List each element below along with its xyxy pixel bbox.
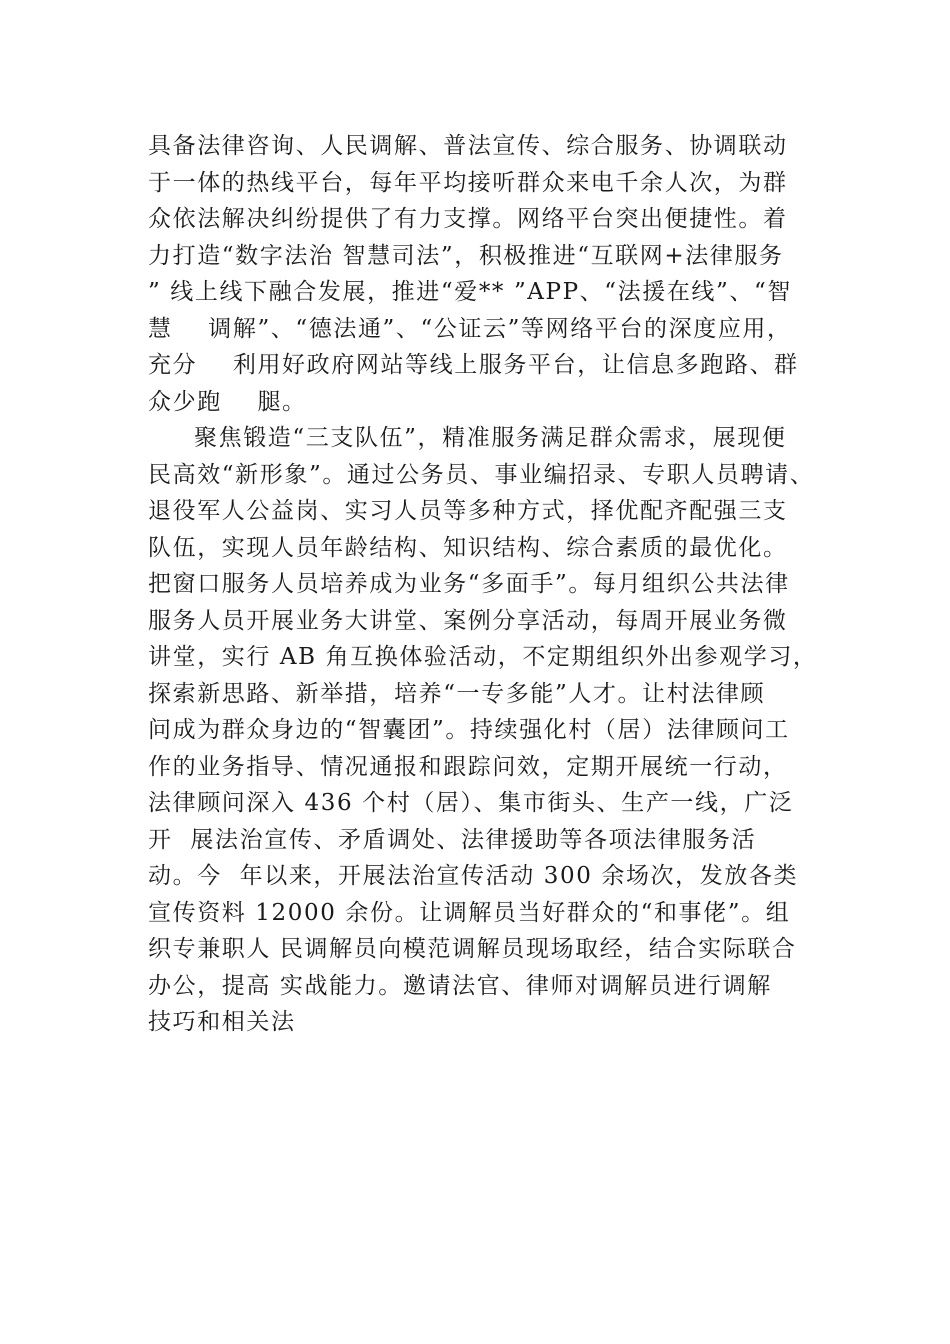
text-line: 宣传资料 12000 余份。让调解员当好群众的“和事佬”。组 [148,899,791,926]
text-line: 开 展法治宣传、矛盾调处、法律援助等各项法律服务活 [148,826,757,853]
text-line: 具备法律咨询、人民调解、普法宣传、综合服务、协调联动 [148,133,788,159]
text-line: 退役军人公益岗、实习人员等多种方式，择优配齐配强三支 [148,498,788,524]
text-line: ” 线上线下融合发展，推进“爱** ”APP、“法援在线”、“智 [148,279,792,305]
text-line: 问成为群众身边的“智囊团”。持续强化村（居）法律顾问工 [148,717,790,743]
text-line: 队伍，实现人员年龄结构、知识结构、综合素质的最优化。 [148,534,788,561]
text-line: 探索新思路、新举措，培养“一专多能”人才。让村法律顾 [148,680,766,707]
text-line: 民高效“新形象”。通过公务员、事业编招录、专职人员聘请、 [148,461,815,488]
text-line: 充分 利用好政府网站等线上服务平台，让信息多跑路、群 [148,352,799,378]
text-line: 织专兼职人 民调解员向模范调解员现场取经，结合实际联合 [148,936,797,962]
text-line: 服务人员开展业务大讲堂、案例分享活动，每周开展业务微 [148,607,788,634]
text-line: 作的业务指导、情况通报和跟踪问效，定期开展统一行动， [148,753,788,780]
text-line: 技巧和相关法 [148,1009,296,1035]
text-line: 动。今 年以来，开展法治宣传活动 300 余场次，发放各类 [148,863,799,889]
text-line: 讲堂，实行 AB 角互换体验活动，不定期组织外出参观学习， [148,644,818,670]
text-line: 办公，提高 实战能力。邀请法官、律师对调解员进行调解 [148,972,772,999]
paragraph-2 [148,420,838,1041]
text-line: 法律顾问深入 436 个村（居）、集市街头、生产一线，广泛 [148,790,794,816]
text-line: 聚焦锻造“三支队伍”，精准服务满足群众需求，展现便 [194,425,787,451]
paragraph-1 [148,128,838,420]
text-line: 于一体的热线平台，每年平均接听群众来电千余人次，为群 [148,169,788,196]
text-line: 力打造“数字法治 智慧司法”，积极推进“互联网+法律服务 [148,242,784,269]
text-line: 众依法解决纠纷提供了有力支撑。网络平台突出便捷性。着 [148,206,788,232]
text-line: 慧 调解”、“德法通”、“公证云”等网络平台的深度应用， [148,315,792,342]
text-line: 把窗口服务人员培养成为业务“多面手”。每月组织公共法律 [148,571,790,597]
text-line: 众少跑 腿。 [148,388,307,415]
body-text [148,128,838,1041]
